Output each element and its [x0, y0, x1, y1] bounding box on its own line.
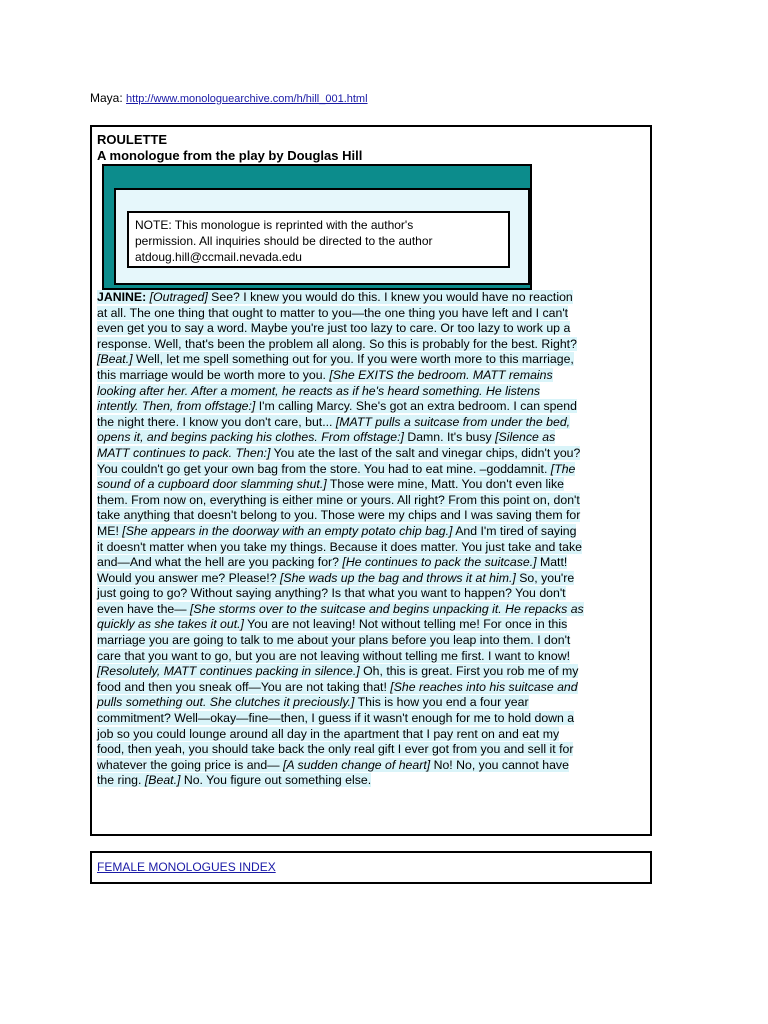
- monologue-line: [97, 399, 647, 415]
- dialogue-text: ME!: [97, 523, 123, 538]
- highlighted-text: [97, 742, 573, 756]
- dialogue-text: And I'm tired of saying: [452, 523, 577, 538]
- stage-direction: MATT continues to pack. Then:]: [97, 445, 271, 460]
- stage-direction: intently. Then, from offstage:]: [97, 399, 256, 414]
- note-inner-frame: [114, 188, 530, 285]
- monologue-line: [97, 586, 647, 602]
- play-title: ROULETTE: [97, 132, 168, 147]
- stage-direction: [She EXITS the bedroom. MATT remains: [329, 367, 553, 382]
- monologue-line: [97, 758, 647, 774]
- dialogue-text: even have the—: [97, 601, 190, 616]
- highlighted-text: [97, 602, 584, 616]
- highlighted-text: [97, 430, 555, 444]
- dialogue-text: it doesn't matter when you take my things. Because it does matter. You just take and take: [97, 539, 582, 554]
- highlighted-text: [97, 508, 580, 522]
- monologue-text: [97, 290, 647, 789]
- monologue-line: [97, 430, 647, 446]
- highlighted-text: [97, 555, 567, 569]
- highlighted-text: [97, 773, 371, 787]
- dialogue-text: marriage you are going to talk to me about your plans before you leap into them. I don't: [97, 633, 571, 648]
- dialogue-text: You ate the last of the salt and vinegar chips, didn't you?: [270, 445, 581, 460]
- monologue-line: [97, 695, 647, 711]
- highlighted-text: [97, 524, 576, 538]
- source-line: [90, 90, 368, 107]
- dialogue-text: food, then yeah, you should take back the only real gift I ever got from you and sell it for: [97, 742, 574, 757]
- highlighted-text: [97, 415, 570, 429]
- monologue-line: [97, 462, 647, 478]
- monologue-line: [97, 555, 647, 571]
- monologue-line: [97, 368, 647, 384]
- dialogue-text: Well, let me spell something out for you. If you were worth more to this marriage,: [132, 352, 574, 367]
- dialogue-text: Matt!: [536, 555, 568, 570]
- dialogue-text: take anything that doesn't belong to you. Those were my chips and I was saving them for: [97, 508, 581, 523]
- highlighted-text: [97, 649, 570, 663]
- monologue-line: [97, 384, 647, 400]
- highlighted-text: [97, 384, 540, 398]
- highlighted-text: [97, 321, 570, 335]
- monologue-line: [97, 493, 647, 509]
- dialogue-text: I'm calling Marcy. She's got an extra bedroom. I can spend: [255, 399, 577, 414]
- dialogue-text: commitment? Well—okay—fine—then, I guess if it wasn't enough for me to hold down a: [97, 711, 575, 726]
- note-line: NOTE: This monologue is reprinted with the author's: [135, 218, 414, 232]
- monologue-line: [97, 649, 647, 665]
- highlighted-text: [97, 586, 566, 600]
- source-label: Maya:: [90, 91, 127, 105]
- stage-direction: [Beat.]: [97, 352, 133, 367]
- dialogue-text: the ring.: [97, 773, 145, 788]
- dialogue-text: response. Well, that's been the problem all along. So this is probably for the best. Right?: [97, 336, 577, 351]
- highlighted-text: [97, 633, 570, 647]
- monologue-line: [97, 602, 647, 618]
- dialogue-text: food and then you sneak off—You are not taking that!: [97, 679, 391, 694]
- monologue-line: [97, 446, 647, 462]
- title-block: [97, 132, 362, 164]
- stage-direction: [The: [550, 461, 576, 476]
- highlighted-text: [97, 493, 580, 507]
- dialogue-text: and—And what the hell are you packing for?: [97, 555, 343, 570]
- stage-direction: sound of a cupboard door slamming shut.]: [97, 477, 327, 492]
- highlighted-text: [97, 306, 568, 320]
- stage-direction: opens it, and begins packing his clothes. From offstage:]: [97, 430, 404, 445]
- monologue-line: [97, 742, 647, 758]
- monologue-line: [97, 664, 647, 680]
- dialogue-text: So, you're: [515, 570, 575, 585]
- dialogue-text: them. From now on, everything is either mine or yours. All right? From this point on, don't: [97, 492, 580, 507]
- stage-direction: [She wads up the bag and throws it at him.]: [279, 570, 516, 585]
- dialogue-text: whatever the going price is and—: [97, 757, 283, 772]
- stage-direction: [Beat.]: [144, 773, 181, 788]
- dialogue-text: No! No, you cannot have: [430, 757, 569, 772]
- highlighted-text: [97, 462, 575, 476]
- dialogue-text: No. You figure out something else.: [180, 773, 372, 788]
- dialogue-text: This is how you end a four year: [354, 695, 529, 710]
- monologue-line: [97, 727, 647, 743]
- monologue-line: [97, 633, 647, 649]
- speaker-name: JANINE:: [97, 290, 147, 304]
- stage-direction: quickly as she takes it out.]: [97, 617, 244, 632]
- highlighted-text: [97, 664, 578, 678]
- monologue-line: [97, 477, 647, 493]
- footer-box: [90, 851, 652, 884]
- stage-direction: [She storms over to the suitcase and begins unpacking it. He repacks as: [189, 601, 584, 616]
- monologue-line: [97, 524, 647, 540]
- monologue-line: [97, 680, 647, 696]
- monologue-line: [97, 337, 647, 353]
- monologue-line: [97, 773, 647, 789]
- monologue-container: [90, 125, 652, 836]
- highlighted-text: [97, 758, 569, 772]
- highlighted-text: [97, 368, 553, 382]
- monologue-line: [97, 290, 647, 306]
- note-line: atdoug.hill@ccmail.nevada.edu: [135, 250, 302, 264]
- dialogue-text: Oh, this is great. First you rob me of my: [359, 664, 579, 679]
- stage-direction: [She reaches into his suitcase and: [390, 679, 578, 694]
- stage-direction: [MATT pulls a suitcase from under the bed,: [335, 414, 571, 429]
- monologue-line: [97, 571, 647, 587]
- dialogue-text: Would you answer me? Please!?: [97, 570, 280, 585]
- stage-direction: pulls something out. She clutches it preciously.]: [97, 695, 355, 710]
- monologue-line: [97, 540, 647, 556]
- dialogue-text: You are not leaving! Not without telling me! For once in this: [243, 617, 568, 632]
- highlighted-text: [97, 399, 577, 413]
- dialogue-text: at all. The one thing that ought to matter to you—the one thing you have left and I can't: [97, 305, 569, 320]
- monologue-line: [97, 352, 647, 368]
- dialogue-text: the night there. I know you don't care, but...: [97, 414, 336, 429]
- dialogue-text: You couldn't go get your own bag from the store. You had to eat mine. –goddamnit.: [97, 461, 551, 476]
- highlighted-text: [97, 352, 574, 366]
- stage-direction: [He continues to pack the suitcase.]: [342, 555, 537, 570]
- highlighted-text: [97, 680, 578, 694]
- stage-direction: [Outraged]: [149, 290, 208, 304]
- note-line: permission. All inquiries should be directed to the author: [135, 234, 433, 248]
- highlighted-text: [97, 571, 574, 585]
- highlighted-text: [97, 695, 529, 709]
- play-subtitle: A monologue from the play by Douglas Hill: [97, 148, 363, 163]
- monologue-line: [97, 306, 647, 322]
- monologue-line: [97, 617, 647, 633]
- dialogue-text: See? I knew you would do this. I knew you would have no reaction: [207, 290, 573, 304]
- stage-direction: [Resolutely, MATT continues packing in silence.]: [97, 664, 360, 679]
- highlighted-text: [97, 617, 567, 631]
- note-outer-frame: [102, 164, 532, 290]
- stage-direction: [She appears in the doorway with an empty potato chip bag.]: [122, 523, 453, 538]
- dialogue-text: Those were mine, Matt. You don't even like: [326, 477, 564, 492]
- permission-note: [127, 211, 510, 268]
- highlighted-text: [97, 477, 564, 491]
- monologue-line: [97, 321, 647, 337]
- monologue-line: [97, 508, 647, 524]
- source-link[interactable]: http://www.monologuearchive.com/h/hill_001.html: [126, 93, 368, 105]
- highlighted-text: [97, 727, 559, 741]
- dialogue-text: even get you to say a word. Maybe you're just too lazy to care. Or too lazy to work up a: [97, 321, 571, 336]
- stage-direction: looking after her. After a moment, he reacts as if he's heard something. He listens: [97, 383, 540, 398]
- highlighted-text: [97, 446, 580, 460]
- dialogue-text: job so you could lounge around all day in the apartment that I pay rent on and eat my: [97, 726, 560, 741]
- female-monologues-index-link[interactable]: FEMALE MONOLOGUES INDEX: [97, 860, 276, 874]
- stage-direction: [Silence as: [495, 430, 556, 445]
- dialogue-text: this marriage would be worth more to you.: [97, 367, 330, 382]
- highlighted-text: [97, 540, 582, 554]
- dialogue-text: just going to go? Without saying anything? Is that what you want to happen? You don't: [97, 586, 566, 601]
- highlighted-text: [97, 337, 577, 351]
- stage-direction: [A sudden change of heart]: [282, 757, 431, 772]
- monologue-line: [97, 415, 647, 431]
- monologue-line: [97, 711, 647, 727]
- dialogue-text: Damn. It's busy: [403, 430, 496, 445]
- highlighted-text: [97, 290, 573, 304]
- dialogue-text: care that you want to go, but you are not leaving without telling me first. I want to know!: [97, 648, 571, 663]
- highlighted-text: [97, 711, 574, 725]
